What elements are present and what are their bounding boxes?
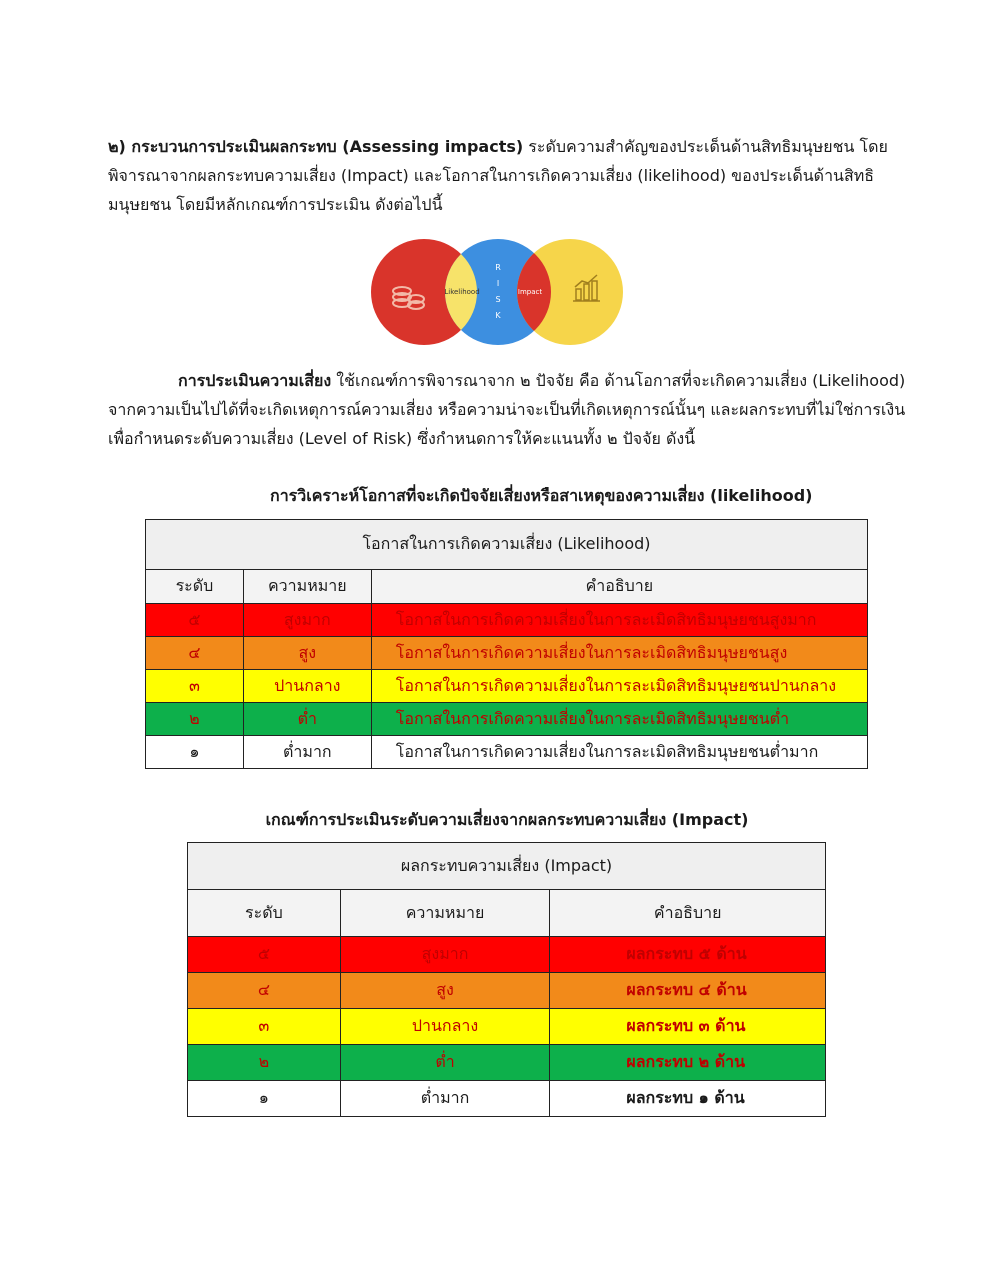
venn-risk-letter-k: K xyxy=(495,311,501,320)
meaning-cell: ต่ำมาก xyxy=(243,736,371,769)
description-cell: ผลกระทบ ๑ ด้าน xyxy=(550,1081,826,1117)
likelihood-table-header: โอกาสในการเกิดความเสี่ยง (Likelihood) xyxy=(146,520,868,570)
table-row xyxy=(146,670,868,703)
section-text: ระดับความสำคัญของประเด็นด้านสิทธิมนุษยชน โดยพิจารณาจากผลกระทบความเสี่ยง (Impact) และโอกาสในการเกิดความเสี่ยง (likelihood) ของประเด็นด้านสิทธิมนุษยชน โดยมีหลักเกณฑ์การประเมิน ดังต่อไปนี้ xyxy=(108,137,888,214)
venn-risk-letter-s: S xyxy=(495,295,501,304)
table-row xyxy=(188,937,826,973)
level-cell: ๓ xyxy=(146,670,244,703)
impact-table-header: ผลกระทบความเสี่ยง (Impact) xyxy=(188,843,826,890)
column-header-meaning: ความหมาย xyxy=(243,570,371,604)
meaning-cell: ปานกลาง xyxy=(243,670,371,703)
risk-assessment-paragraph xyxy=(108,366,908,453)
meaning-cell: ปานกลาง xyxy=(340,1009,550,1045)
level-cell: ๕ xyxy=(146,604,244,637)
venn-risk-letter-r: R xyxy=(495,263,501,272)
table-row xyxy=(188,973,826,1009)
column-header-description: คำอธิบาย xyxy=(371,570,867,604)
level-cell: ๑ xyxy=(146,736,244,769)
level-cell: ๒ xyxy=(146,703,244,736)
meaning-cell: สูงมาก xyxy=(243,604,371,637)
assessment-text: ใช้เกณฑ์การพิจารณาจาก ๒ ปัจจัย คือ ด้านโอกาสที่จะเกิดความเสี่ยง (Likelihood) จากความเป็นไปได้ที่จะเกิดเหตุการณ์ความเสี่ยง หรือความน่าจะเป็นที่เกิดเหตุการณ์นั้นๆ และผลกระทบที่ไม่ใช่การเงิน เพื่อกำหนดระดับความเสี่ยง (Level of Risk) ซึ่งกำหนดการให้คะแนนทั้ง ๒ ปัจจัย ดังนี้ xyxy=(108,371,906,448)
description-cell: โอกาสในการเกิดความเสี่ยงในการละเมิดสิทธิมนุษยชนสูง xyxy=(371,637,867,670)
level-cell: ๑ xyxy=(188,1081,341,1117)
table-row xyxy=(188,1045,826,1081)
table-row xyxy=(146,604,868,637)
description-cell: ผลกระทบ ๒ ด้าน xyxy=(550,1045,826,1081)
venn-likelihood-label: Likelihood xyxy=(444,288,480,296)
level-cell: ๕ xyxy=(188,937,341,973)
impact-table xyxy=(187,842,826,1117)
meaning-cell: สูงมาก xyxy=(340,937,550,973)
description-cell: โอกาสในการเกิดความเสี่ยงในการละเมิดสิทธิมนุษยชนสูงมาก xyxy=(371,604,867,637)
venn-risk-letter-i: I xyxy=(496,279,500,288)
level-cell: ๔ xyxy=(146,637,244,670)
impact-table-title: เกณฑ์การประเมินระดับความเสี่ยงจากผลกระทบความเสี่ยง (Impact) xyxy=(265,810,749,829)
table-row xyxy=(188,1081,826,1117)
description-cell: โอกาสในการเกิดความเสี่ยงในการละเมิดสิทธิมนุษยชนต่ำ xyxy=(371,703,867,736)
assessment-heading: การประเมินความเสี่ยง xyxy=(178,371,332,390)
table-row xyxy=(146,736,868,769)
level-cell: ๔ xyxy=(188,973,341,1009)
section-heading: ๒) กระบวนการประเมินผลกระทบ (Assessing impacts) xyxy=(108,137,524,156)
column-header-description: คำอธิบาย xyxy=(550,890,826,937)
meaning-cell: สูง xyxy=(243,637,371,670)
likelihood-table xyxy=(145,519,868,769)
description-cell: ผลกระทบ ๔ ด้าน xyxy=(550,973,826,1009)
table-row xyxy=(146,703,868,736)
impact-assessment-paragraph xyxy=(108,132,908,219)
venn-impact-label: Impact xyxy=(517,288,543,296)
description-cell: ผลกระทบ ๓ ด้าน xyxy=(550,1009,826,1045)
table-row xyxy=(188,1009,826,1045)
level-cell: ๒ xyxy=(188,1045,341,1081)
description-cell: ผลกระทบ ๕ ด้าน xyxy=(550,937,826,973)
likelihood-table-title: การวิเคราะห์โอกาสที่จะเกิดปัจจัยเสี่ยงหรือสาเหตุของความเสี่ยง (likelihood) xyxy=(270,486,813,505)
risk-venn-diagram xyxy=(368,237,630,347)
description-cell: โอกาสในการเกิดความเสี่ยงในการละเมิดสิทธิมนุษยชนปานกลาง xyxy=(371,670,867,703)
description-cell: โอกาสในการเกิดความเสี่ยงในการละเมิดสิทธิมนุษยชนต่ำมาก xyxy=(371,736,867,769)
table-row xyxy=(146,637,868,670)
column-header-meaning: ความหมาย xyxy=(340,890,550,937)
meaning-cell: สูง xyxy=(340,973,550,1009)
level-cell: ๓ xyxy=(188,1009,341,1045)
meaning-cell: ต่ำมาก xyxy=(340,1081,550,1117)
column-header-level: ระดับ xyxy=(146,570,244,604)
meaning-cell: ต่ำ xyxy=(243,703,371,736)
column-header-level: ระดับ xyxy=(188,890,341,937)
meaning-cell: ต่ำ xyxy=(340,1045,550,1081)
